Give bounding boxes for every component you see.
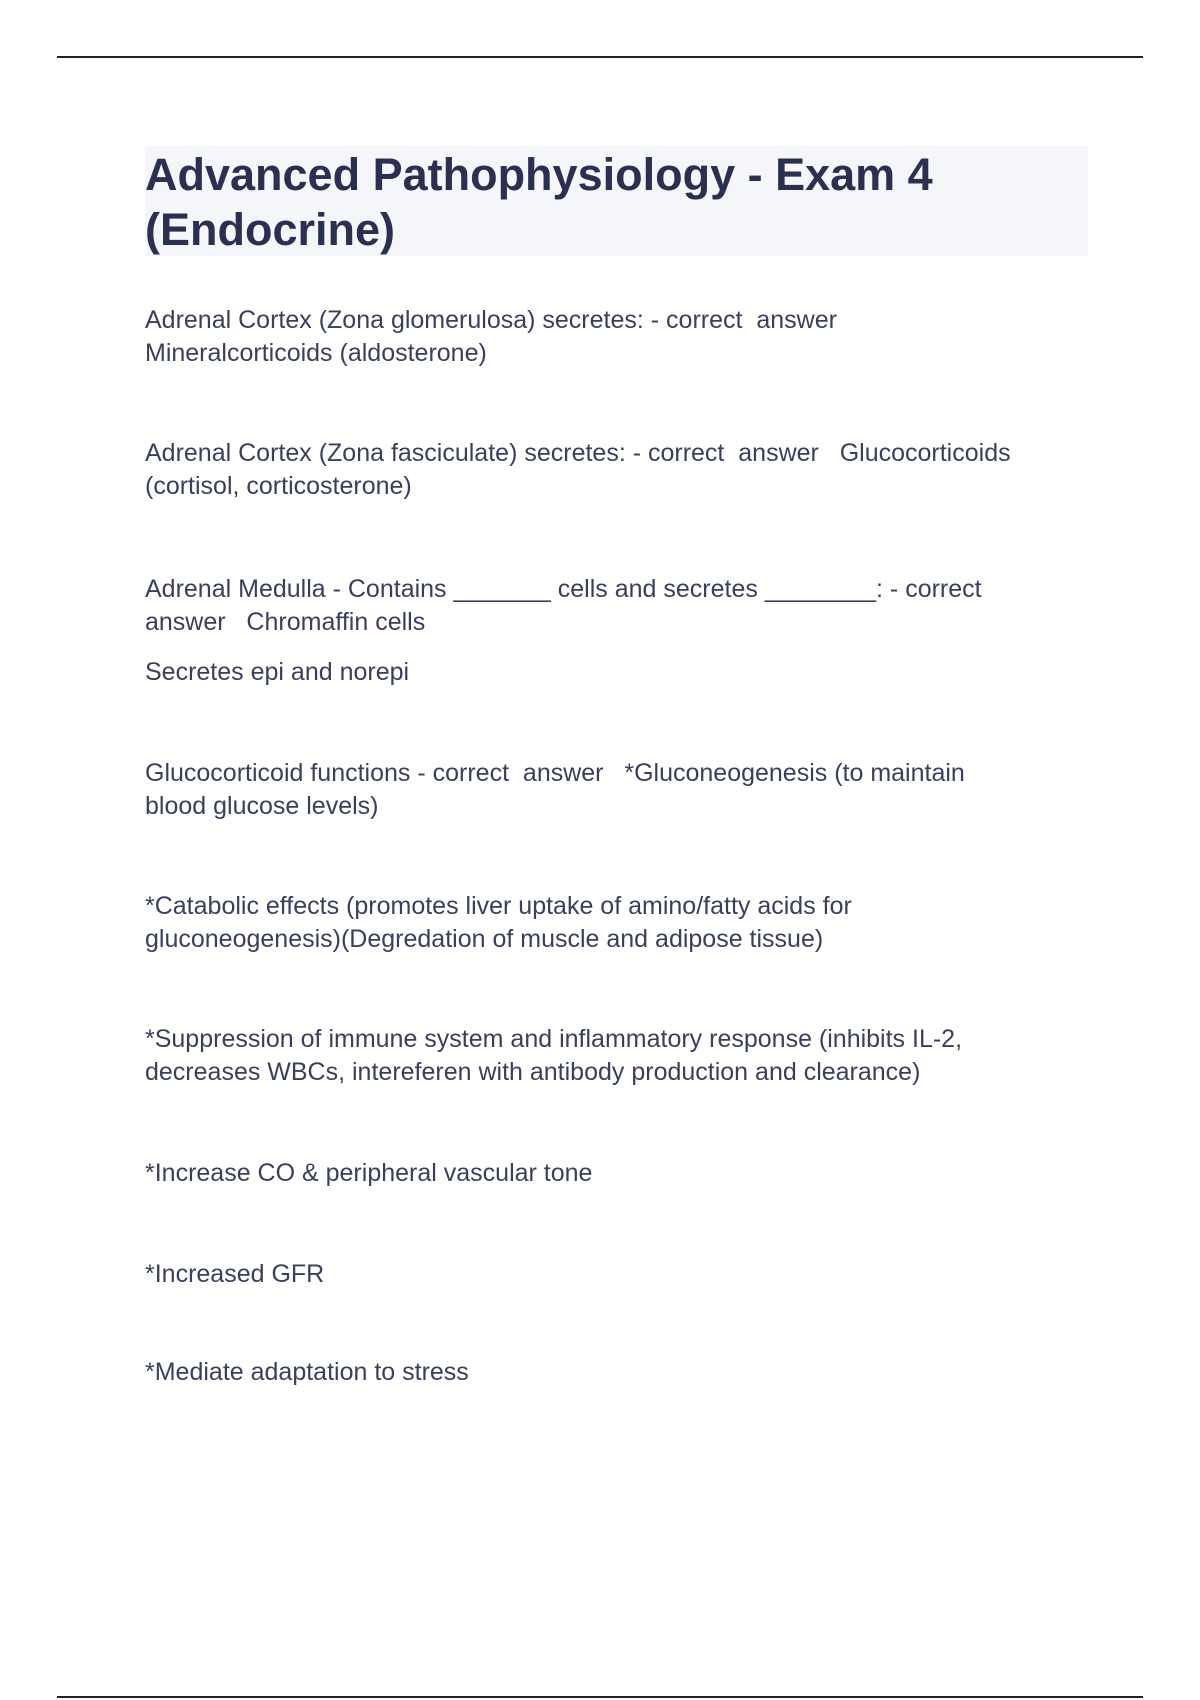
gfr-item [145,1258,1095,1291]
page-title-line-1: Advanced Pathophysiology - Exam 4 [145,149,933,200]
para-line: decreases WBCs, intereferen with antibody production and clearance) [145,1058,921,1086]
para-line: *Catabolic effects (promotes liver uptake of amino/fatty acids for [145,892,852,920]
para-line: (cortisol, corticosterone) [145,472,412,500]
para-line: Secretes epi and norepi [145,658,410,686]
para-line: gluconeogenesis)(Degredation of muscle and adipose tissue) [145,925,824,953]
medulla-secretes-note [145,656,1095,689]
immune-suppression-item [145,1023,1095,1089]
para-line: Adrenal Cortex (Zona glomerulosa) secretes: - correct answer [145,306,837,334]
page-title [145,146,1088,257]
qa-adrenal-medulla [145,573,1095,639]
para-line: Adrenal Cortex (Zona fasciculate) secretes: - correct answer Glucocorticoids [145,439,1011,467]
cardiac-output-item [145,1157,1095,1190]
page-title-line-2: (Endocrine) [145,204,396,255]
qa-zona-fasciculate [145,437,1095,503]
para-line: *Increase CO & peripheral vascular tone [145,1159,593,1187]
para-line: Adrenal Medulla - Contains _______ cells and secretes ________: - correct [145,575,982,603]
para-line: answer Chromaffin cells [145,608,426,636]
para-line: blood glucose levels) [145,792,379,820]
para-line: *Suppression of immune system and inflammatory response (inhibits IL-2, [145,1025,963,1053]
stress-adaptation-item [145,1356,1095,1389]
para-line: *Increased GFR [145,1260,325,1288]
bottom-rule [57,1696,1143,1698]
top-rule [57,56,1143,58]
catabolic-effects-item [145,890,1095,956]
para-line: *Mediate adaptation to stress [145,1358,469,1386]
qa-zona-glomerulosa [145,304,1095,370]
para-line: Glucocorticoid functions - correct answer *Gluconeogenesis (to maintain [145,759,965,787]
para-line: Mineralcorticoids (aldosterone) [145,339,487,367]
qa-glucocorticoid-functions [145,757,1095,823]
